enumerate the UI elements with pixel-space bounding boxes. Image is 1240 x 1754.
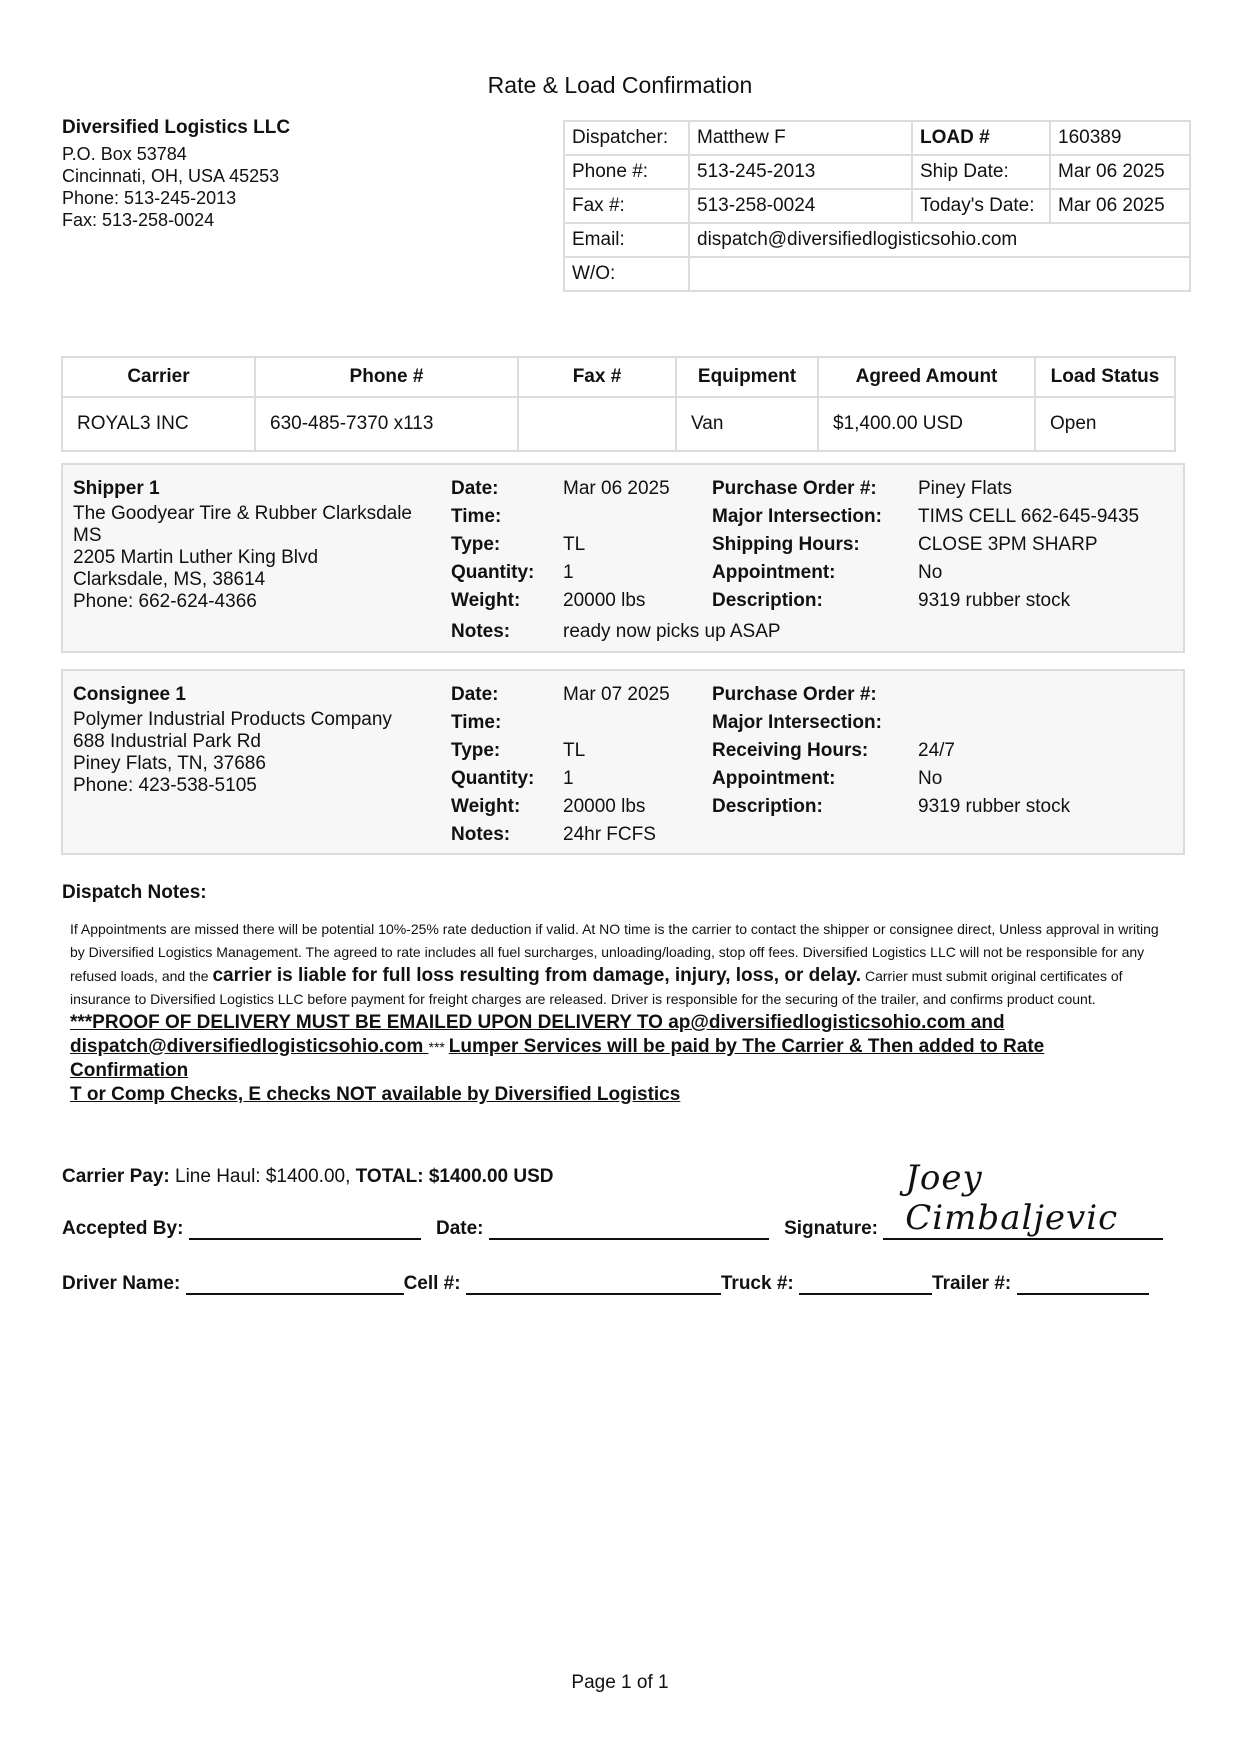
table-row	[564, 155, 1190, 189]
field-label: Purchase Order #:	[712, 684, 877, 705]
load-status-cell: Open	[1035, 397, 1175, 451]
proof-of-delivery-notice: ***PROOF OF DELIVERY MUST BE EMAILED UPON DELIVERY TO ap@diversifiedlogisticsohio.com and dispatch@diversifiedlogisticsohio.com	[70, 1012, 1005, 1057]
column-header: Phone #	[255, 357, 518, 397]
notes-separator: ***	[428, 1039, 449, 1055]
liability-notice: carrier is liable for full loss resulting from damage, injury, loss, or delay.	[212, 965, 862, 986]
wo-label: W/O:	[564, 257, 689, 291]
carrier-phone-cell: 630-485-7370 x113	[255, 397, 518, 451]
ship-date-value: Mar 06 2025	[1050, 155, 1190, 189]
line-haul: Line Haul: $1400.00,	[169, 1166, 356, 1187]
cell-field[interactable]	[466, 1273, 721, 1295]
field-label: Shipping Hours:	[712, 534, 860, 555]
field-value: Mar 06 2025	[563, 478, 670, 499]
table-row	[564, 189, 1190, 223]
lumper-notice: Lumper Services will be paid by The Carrier & Then added to Rate Confirmation	[70, 1036, 1045, 1081]
phone-label: Phone #:	[564, 155, 689, 189]
page-number: Page 1 of 1	[571, 1672, 669, 1693]
notes-value: ready now picks up ASAP	[563, 621, 781, 642]
field-value: CLOSE 3PM SHARP	[918, 534, 1098, 555]
company-address-line: P.O. Box 53784	[62, 144, 187, 164]
column-header: Fax #	[518, 357, 676, 397]
todays-date-value: Mar 06 2025	[1050, 189, 1190, 223]
notes-value: 24hr FCFS	[563, 824, 656, 845]
handwritten-signature: Joey Cimbaljevic	[905, 1158, 1119, 1238]
cell-label: Cell #:	[403, 1273, 461, 1294]
page-title: Rate & Load Confirmation	[487, 72, 753, 98]
wo-value	[689, 257, 1190, 291]
consignee-values	[563, 681, 670, 849]
carrier-table	[61, 356, 1176, 452]
address-line: Piney Flats, TN, 37686	[73, 753, 266, 774]
field-label: Purchase Order #:	[712, 478, 877, 499]
field-label: Major Intersection:	[712, 712, 882, 733]
field-value: TL	[563, 534, 586, 555]
column-header: Load Status	[1035, 357, 1175, 397]
load-number-label: LOAD #	[912, 121, 1050, 155]
field-value: Piney Flats	[918, 478, 1012, 499]
field-label: Weight:	[451, 590, 521, 611]
fax-label: Fax #:	[564, 189, 689, 223]
field-label: Description:	[712, 796, 823, 817]
dispatch-notes-body	[70, 918, 1165, 1107]
dispatch-notes-heading: Dispatch Notes:	[62, 882, 207, 903]
field-value: No	[918, 562, 943, 583]
shipper-labels-2	[712, 475, 882, 615]
field-label: Description:	[712, 590, 823, 611]
checks-notice: T or Comp Checks, E checks NOT available by Diversified Logistics	[70, 1084, 681, 1105]
notes-text: Carrier must submit original certificates of insurance to Diversified Logistics LLC before payment for freight charges are released. Driver is responsible for the securing of the trailer, and confirms product count.	[70, 968, 1123, 1007]
carrier-name-cell: ROYAL3 INC	[62, 397, 255, 451]
field-label: Type:	[451, 534, 501, 555]
company-address-line: Cincinnati, OH, USA 45253	[62, 166, 280, 186]
table-row	[564, 223, 1190, 257]
table-header-row	[62, 357, 1175, 397]
dispatch-info-table	[563, 120, 1191, 292]
address-line: 688 Industrial Park Rd	[73, 731, 261, 752]
shipper-address-block	[73, 475, 412, 613]
equipment-cell: Van	[676, 397, 818, 451]
driver-name-label: Driver Name:	[62, 1273, 181, 1294]
field-value	[918, 681, 1070, 709]
field-value: TIMS CELL 662-645-9435	[918, 506, 1140, 527]
dispatcher-value: Matthew F	[689, 121, 912, 155]
trailer-field[interactable]	[1017, 1273, 1149, 1295]
todays-date-label: Today's Date:	[912, 189, 1050, 223]
field-value	[563, 709, 670, 737]
total-amount: TOTAL: $1400.00 USD	[355, 1166, 554, 1187]
field-value: 1	[563, 768, 574, 789]
field-value	[918, 709, 1070, 737]
dispatcher-label: Dispatcher:	[564, 121, 689, 155]
field-label: Quantity:	[451, 562, 535, 583]
consignee-section	[61, 669, 1185, 855]
signature-label: Signature:	[784, 1218, 879, 1239]
company-fax: Fax: 513-258-0024	[62, 210, 215, 230]
shipper-heading: Shipper 1	[73, 478, 160, 499]
carrier-fax-cell	[518, 397, 676, 451]
driver-name-field[interactable]	[186, 1273, 404, 1295]
accepted-by-field[interactable]	[189, 1218, 421, 1240]
accepted-by-label: Accepted By:	[62, 1218, 184, 1239]
field-label: Date:	[451, 684, 499, 705]
address-line: Polymer Industrial Products Company	[73, 709, 392, 730]
consignee-labels-2	[712, 681, 882, 821]
field-label: Quantity:	[451, 768, 535, 789]
field-value: Mar 07 2025	[563, 684, 670, 705]
address-line: MS	[73, 525, 102, 546]
carrier-pay-label: Carrier Pay:	[62, 1166, 170, 1187]
truck-label: Truck #:	[720, 1273, 794, 1294]
company-phone: Phone: 513-245-2013	[62, 188, 237, 208]
consignee-labels	[451, 681, 534, 849]
fax-value: 513-258-0024	[689, 189, 912, 223]
field-label: Appointment:	[712, 562, 836, 583]
company-info	[62, 117, 290, 231]
address-line: Clarksdale, MS, 38614	[73, 569, 266, 590]
field-label: Time:	[451, 506, 502, 527]
column-header: Agreed Amount	[818, 357, 1035, 397]
field-value: 9319 rubber stock	[918, 796, 1071, 817]
phone-value: 513-245-2013	[689, 155, 912, 189]
shipper-section	[61, 463, 1185, 653]
shipper-values-2	[918, 475, 1139, 615]
field-label: Appointment:	[712, 768, 836, 789]
email-value[interactable]: dispatch@diversifiedlogisticsohio.com	[689, 223, 1190, 257]
field-label: Type:	[451, 740, 501, 761]
column-header: Carrier	[62, 357, 255, 397]
signature-field[interactable]	[883, 1158, 1163, 1240]
address-line: 2205 Martin Luther King Blvd	[73, 547, 319, 568]
notes-label: Notes:	[451, 824, 511, 845]
consignee-address-block	[73, 681, 392, 797]
consignee-heading: Consignee 1	[73, 684, 186, 705]
field-value: 9319 rubber stock	[918, 590, 1071, 611]
field-label: Receiving Hours:	[712, 740, 869, 761]
field-value: 24/7	[918, 740, 955, 761]
load-number-value: 160389	[1050, 121, 1190, 155]
table-row	[564, 257, 1190, 291]
address-line: The Goodyear Tire & Rubber Clarksdale	[73, 503, 412, 524]
field-label: Date:	[451, 478, 499, 499]
company-name: Diversified Logistics LLC	[62, 117, 291, 138]
column-header: Equipment	[676, 357, 818, 397]
notes-text: If Appointments are missed there will be potential 10%-25% rate deduction if valid. At NO time is the carrier to contact the shipper or consignee direct, Unless approval in writing by Diversified Logistics Management. The agreed to rate includes all fuel surcharges, unloading/loading, stop off fees. Diversified Logistics LLC will not be responsible for any refused loads, and the	[70, 921, 1159, 984]
date-label: Date:	[435, 1218, 484, 1239]
shipper-labels	[451, 475, 534, 646]
consignee-phone: Phone: 423-538-5105	[73, 775, 257, 796]
field-value: 20000 lbs	[563, 796, 646, 817]
field-value: TL	[563, 740, 586, 761]
table-row	[62, 397, 1175, 451]
field-value: No	[918, 768, 943, 789]
notes-label: Notes:	[451, 621, 511, 642]
ship-date-label: Ship Date:	[912, 155, 1050, 189]
driver-row	[62, 1273, 1186, 1295]
field-label: Weight:	[451, 796, 521, 817]
field-label: Major Intersection:	[712, 506, 882, 527]
agreed-amount-cell: $1,400.00 USD	[818, 397, 1035, 451]
consignee-values-2	[918, 681, 1070, 821]
field-value: 20000 lbs	[563, 590, 646, 611]
date-field[interactable]	[489, 1218, 769, 1240]
table-row	[564, 121, 1190, 155]
shipper-phone: Phone: 662-624-4366	[73, 591, 257, 612]
carrier-pay	[62, 1166, 553, 1188]
email-label: Email:	[564, 223, 689, 257]
field-value: 1	[563, 562, 574, 583]
truck-field[interactable]	[799, 1273, 932, 1295]
field-label: Time:	[451, 712, 502, 733]
trailer-label: Trailer #:	[932, 1273, 1012, 1294]
